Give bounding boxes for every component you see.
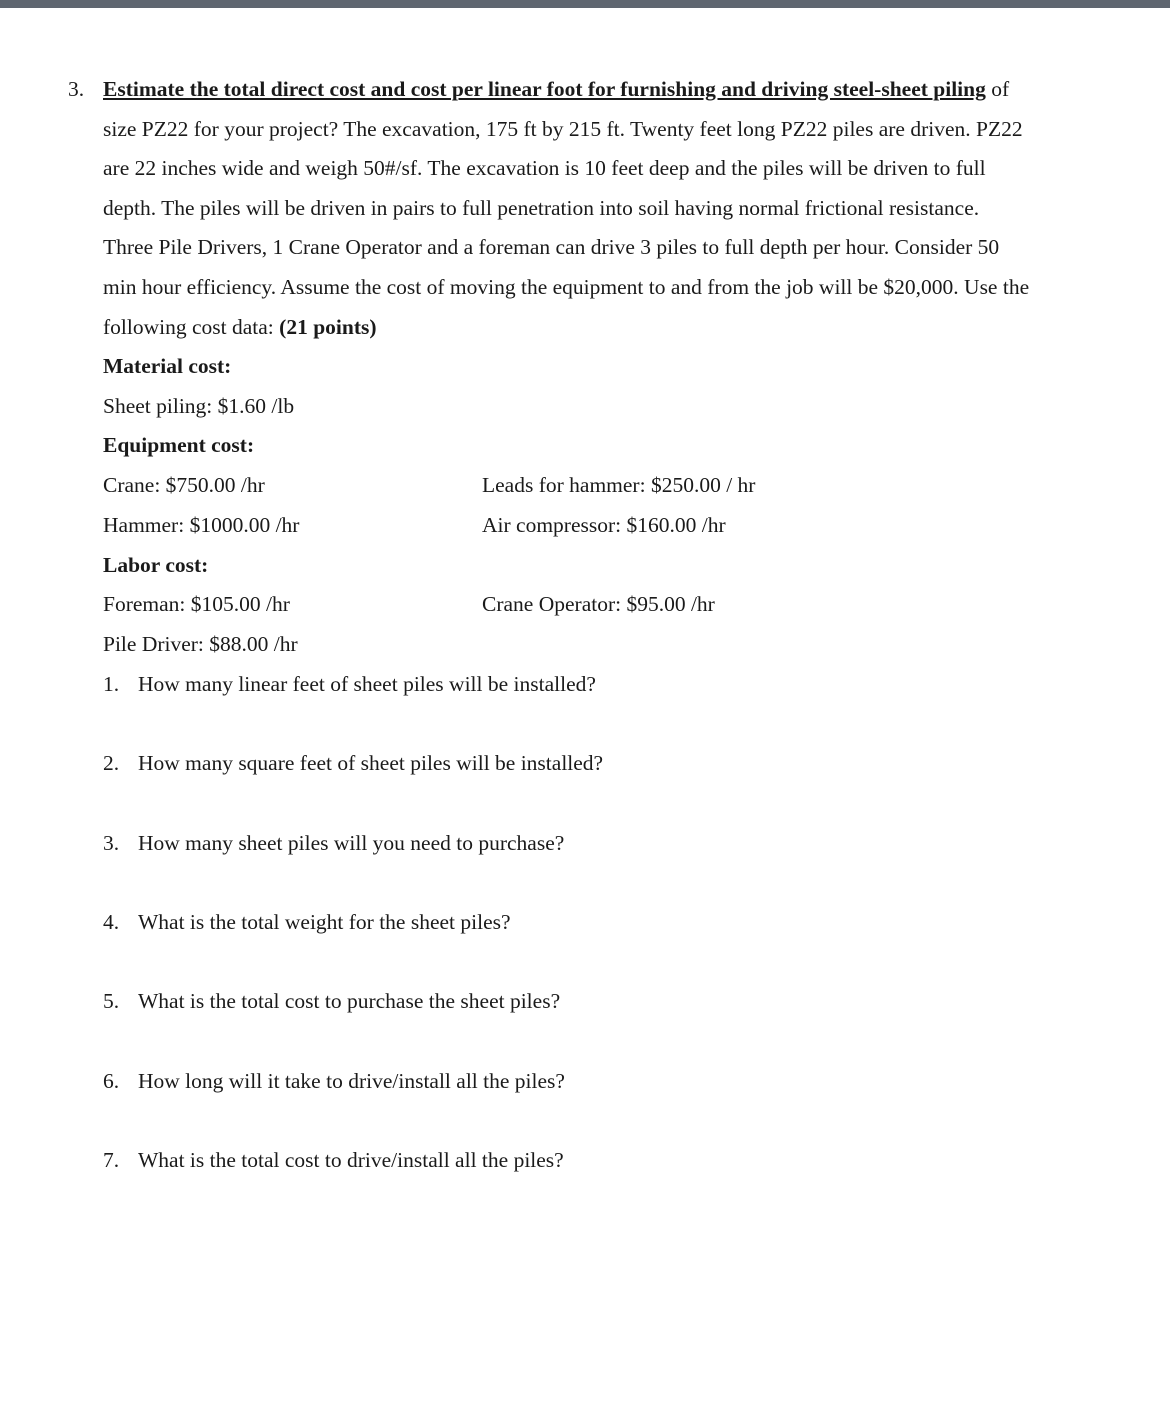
- question-line: min hour efficiency. Assume the cost of moving the equipment to and from the job will be $20,000. Use the: [103, 274, 1030, 299]
- question-line: Three Pile Drivers, 1 Crane Operator and a foreman can drive 3 piles to full depth per hour. Consider 50: [103, 235, 1000, 260]
- equipment-row-1: [103, 472, 756, 498]
- crane-operator-cost: Crane Operator: $95.00 /hr: [482, 592, 715, 616]
- subquestion-number: 4.: [103, 910, 120, 934]
- hammer-cost: Hammer: $1000.00 /hr: [103, 513, 300, 537]
- foreman-cost: Foreman: $105.00 /hr: [103, 592, 290, 616]
- air-compressor-cost: Air compressor: $160.00 /hr: [482, 513, 726, 537]
- question-heading: Estimate the total direct cost and cost per linear foot for furnishing and driving steel-sheet piling: [103, 77, 986, 101]
- question-number: 3.: [68, 77, 85, 101]
- question-line: depth. The piles will be driven in pairs to full penetration into soil having normal frictional resistance.: [103, 195, 980, 220]
- subquestion-text: How many linear feet of sheet piles will be installed?: [138, 672, 596, 696]
- labor-row-1: [103, 591, 715, 617]
- subquestion-number: 7.: [103, 1148, 120, 1172]
- subquestion: [103, 1068, 565, 1094]
- subquestion-text: What is the total cost to drive/install all the piles?: [138, 1148, 564, 1172]
- subquestion-text: How many sheet piles will you need to purchase?: [138, 831, 565, 855]
- subquestion-number: 2.: [103, 751, 120, 775]
- question-line-1: [103, 76, 1103, 116]
- question-line: size PZ22 for your project? The excavation, 175 ft by 215 ft. Twenty feet long PZ22 piles are driven. PZ22: [103, 116, 1023, 141]
- subquestion: [103, 671, 596, 697]
- subquestion-text: How many square feet of sheet piles will be installed?: [138, 751, 604, 775]
- subquestion-text: What is the total weight for the sheet piles?: [138, 910, 511, 934]
- question-line-last: [103, 314, 1103, 354]
- subquestion-text: What is the total cost to purchase the sheet piles?: [138, 989, 561, 1013]
- equipment-row-2: [103, 512, 726, 538]
- sheet-piling-cost: Sheet piling: $1.60 /lb: [103, 394, 295, 418]
- subquestion: [103, 1147, 564, 1173]
- subquestion: [103, 988, 560, 1014]
- material-cost-heading: Material cost:: [103, 354, 232, 378]
- cost-data-intro: following cost data:: [103, 314, 280, 339]
- subquestion-number: 5.: [103, 989, 120, 1013]
- crane-cost: Crane: $750.00 /hr: [103, 473, 265, 497]
- subquestion: [103, 750, 603, 776]
- subquestion: [103, 830, 564, 856]
- labor-cost-heading: Labor cost:: [103, 553, 209, 577]
- question-heading-tail: of: [985, 77, 1010, 101]
- subquestion: [103, 909, 511, 935]
- leads-hammer-cost: Leads for hammer: $250.00 / hr: [482, 473, 756, 497]
- question-paragraph: [103, 76, 1103, 353]
- subquestion-text: How long will it take to drive/install all the piles?: [138, 1069, 565, 1093]
- equipment-cost-heading: Equipment cost:: [103, 433, 255, 457]
- pile-driver-cost: Pile Driver: $88.00 /hr: [103, 632, 298, 656]
- subquestion-number: 1.: [103, 672, 120, 696]
- question-line: are 22 inches wide and weigh 50#/sf. The excavation is 10 feet deep and the piles will be driven to full: [103, 156, 986, 181]
- points-label: (21 points): [279, 314, 377, 339]
- subquestion-number: 6.: [103, 1069, 120, 1093]
- subquestion-number: 3.: [103, 831, 120, 855]
